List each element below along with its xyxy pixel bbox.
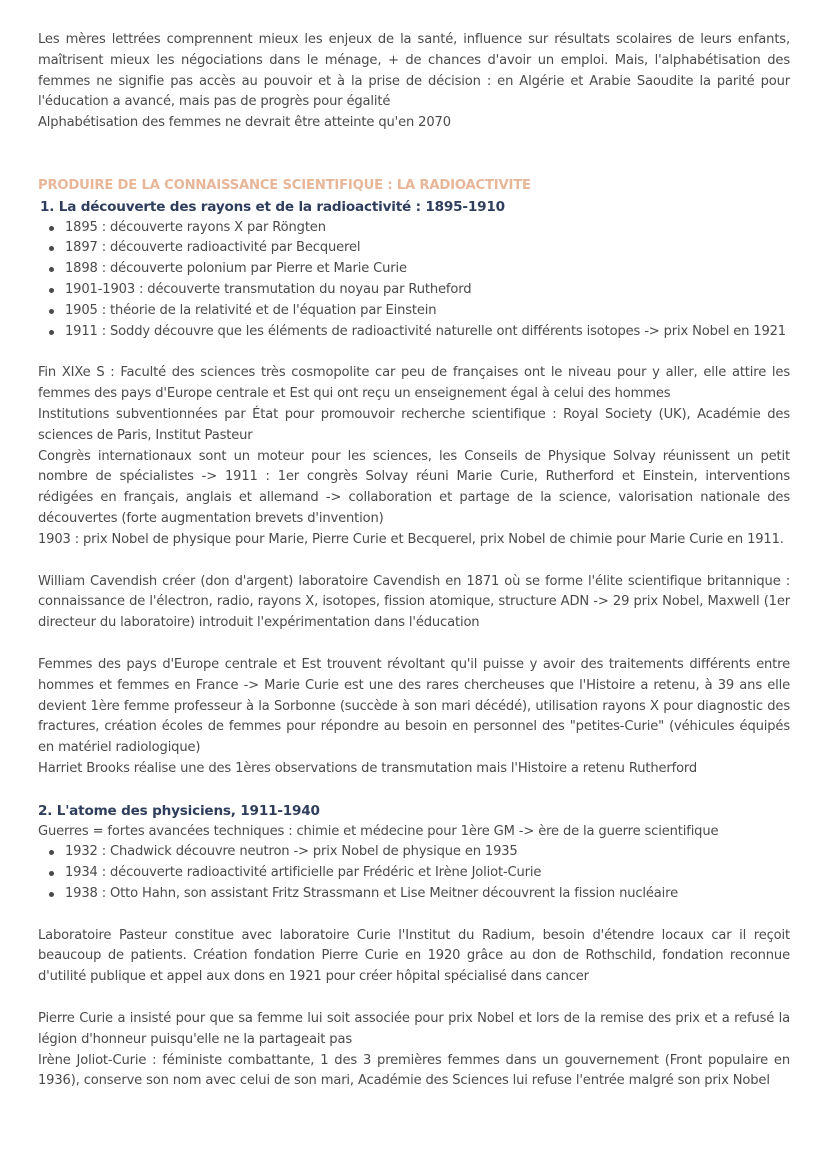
paragraph-irene-joliot-curie: Irène Joliot-Curie : féministe combattante, 1 des 3 premières femmes dans un gouvernement (Front populaire en 1936), conserve son nom avec celui de son mari, Académie des Sciences lui refuse l'entrée malgré son prix Nobel <box>38 1052 790 1089</box>
list-item: 1934 : découverte radioactivité artificielle par Frédéric et Irène Joliot-Curie <box>65 863 790 884</box>
spacer <box>38 634 790 655</box>
spacer <box>38 551 790 572</box>
list-item: 1932 : Chadwick découvre neutron -> prix Nobel de physique en 1935 <box>65 842 790 863</box>
paragraph-war: Guerres = fortes avancées techniques : chimie et médecine pour 1ère GM -> ère de la guerre scientifique <box>38 823 719 839</box>
list-item: 1911 : Soddy découvre que les éléments de radioactivité naturelle ont différents isotopes -> prix Nobel en 1921 <box>65 322 790 343</box>
paragraph-pierre-curie: Pierre Curie a insisté pour que sa femme lui soit associée pour prix Nobel et lors de la remise des prix et a refusé la légion d'honneur puisqu'elle ne la partageait pas <box>38 1011 790 1047</box>
list-item: 1895 : découverte rayons X par Röngten <box>65 218 790 239</box>
spacer <box>38 134 790 176</box>
paragraph-nobel-1903: 1903 : prix Nobel de physique pour Marie, Pierre Curie et Becquerel, prix Nobel de chimie pour Marie Curie en 1911. <box>38 531 784 547</box>
list-item: 1905 : théorie de la relativité et de l'équation par Einstein <box>65 301 790 322</box>
part1-title: 1. La découverte des rayons et de la radioactivité : 1895-1910 <box>40 198 505 215</box>
part2-bullet-list <box>38 842 790 904</box>
part1-bullet-list <box>38 218 790 343</box>
paragraph-institutions: Institutions subventionnées par État pour promouvoir recherche scientifique : Royal Society (UK), Académie des sciences de Paris, Institut Pasteur <box>38 406 790 443</box>
paragraph-cavendish: William Cavendish créer (don d'argent) laboratoire Cavendish en 1871 où se forme l'élite scientifique britannique : connaissance de l'électron, radio, rayons X, isotopes, fission atomique, structure ADN -> 29 prix Nobel, Maxwell (1er directeur du laboratoire) introduit l'expérimentation dans l'éducation <box>38 573 790 631</box>
paragraph-faculty: Fin XIXe S : Faculté des sciences très cosmopolite car peu de françaises ont le niveau pour y aller, elle attire les femmes des pays d'Europe centrale et Est qui ont reçu un enseignement égal à celui des hommes <box>38 365 790 402</box>
list-item: 1938 : Otto Hahn, son assistant Fritz Strassmann et Lise Meitner découvrent la fission nucléaire <box>65 884 790 905</box>
spacer <box>38 342 790 363</box>
list-item: 1897 : découverte radioactivité par Becquerel <box>65 238 790 259</box>
list-item: 1898 : découverte polonium par Pierre et Marie Curie <box>65 259 790 280</box>
paragraph-harriet-brooks: Harriet Brooks réalise une des 1ères observations de transmutation mais l'Histoire a retenu Rutherford <box>38 760 698 776</box>
part2-title: 2. L'atome des physiciens, 1911-1940 <box>38 802 320 819</box>
list-item: 1901-1903 : découverte transmutation du noyau par Rutheford <box>65 280 790 301</box>
intro-paragraph: Les mères lettrées comprennent mieux les enjeux de la santé, influence sur résultats scolaires de leurs enfants, maîtrisent mieux les négociations dans le ménage, + de chances d'avoir un emploi. Mais, l'alphabétisation des femmes ne signifie pas accès au pouvoir et à la prise de décision : en Algérie et Arabie Saoudite la parité pour l'éducation a avancé, mais pas de progrès pour égalité <box>38 32 790 110</box>
paragraph-institut-radium: Laboratoire Pasteur constitue avec laboratoire Curie l'Institut du Radium, besoin d'étendre locaux car il reçoit beaucoup de patients. Création fondation Pierre Curie en 1920 grâce au don de Rothschild, fondation reconnue d'utilité publique et appel aux dons en 1921 pour créer hôpital spécialisé dans cancer <box>38 927 790 985</box>
spacer <box>38 780 790 801</box>
intro-note: Alphabétisation des femmes ne devrait être atteinte qu'en 2070 <box>38 115 451 131</box>
section-title: PRODUIRE DE LA CONNAISSANCE SCIENTIFIQUE : LA RADIOACTIVITE <box>38 177 531 193</box>
spacer <box>38 988 790 1009</box>
spacer <box>38 905 790 926</box>
paragraph-marie-curie: Femmes des pays d'Europe centrale et Est trouvent révoltant qu'il puisse y avoir des traitements différents entre hommes et femmes en France -> Marie Curie est une des rares chercheuses que l'Histoire a retenu, à 39 ans elle devient 1ère femme professeur à la Sorbonne (succède à son mari décédé), utilisation rayons X pour diagnostic des fractures, création écoles de femmes pour répondre au besoin en personnel des "petites-Curie" (véhicules équipés en matériel radiologique) <box>38 656 790 756</box>
paragraph-solvay: Congrès internationaux sont un moteur pour les sciences, les Conseils de Physique Solvay réunissent un petit nombre de spécialistes -> 1911 : 1er congrès Solvay réuni Marie Curie, Rutherford et Einstein, interventions rédigées en français, anglais et allemand -> collaboration et partage de la science, valorisation nationale des découvertes (forte augmentation brevets d'invention) <box>38 448 790 526</box>
